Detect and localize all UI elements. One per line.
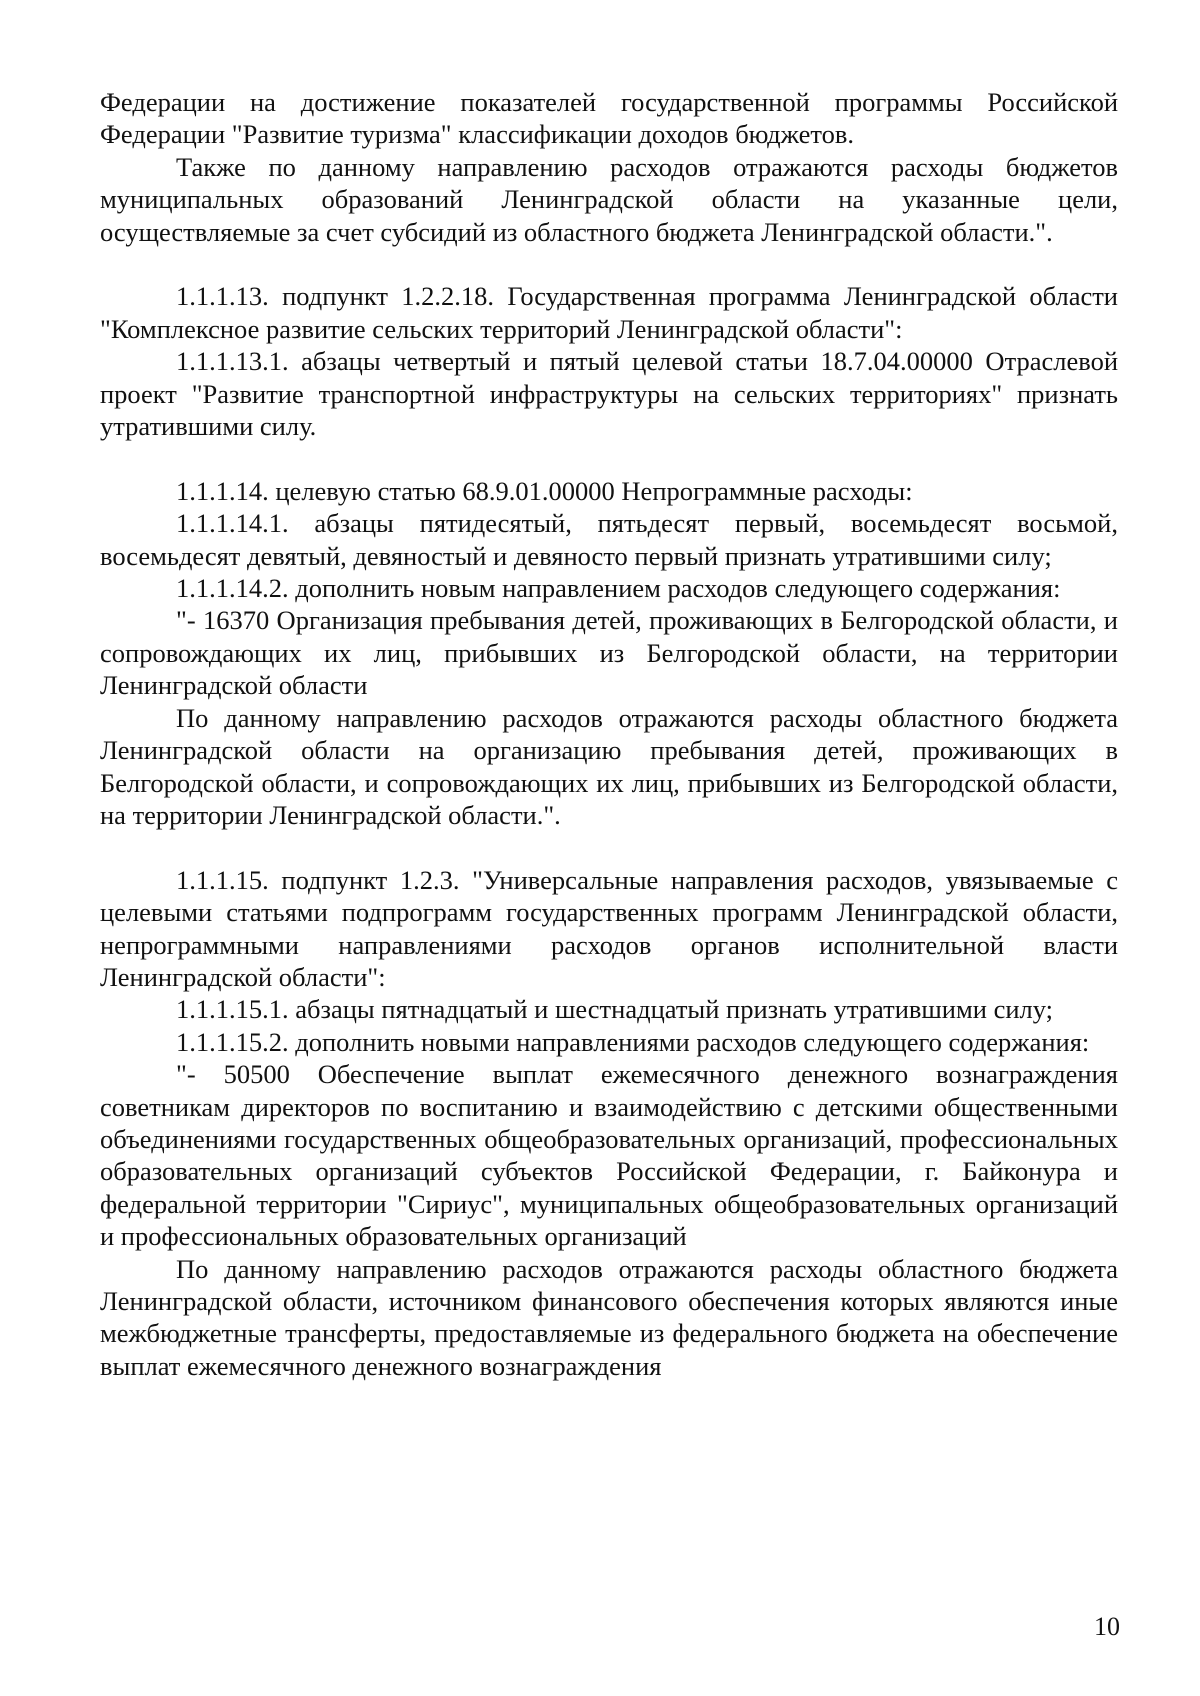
paragraph-12: 1.1.1.15.2. дополнить новыми направлениями расходов следующего содержания: (176, 1026, 1090, 1057)
paragraph-2: Также по данному направлению расходов отражаются расходы бюджетов муниципальных образований Ленинградской области на указанные цели, осуществляемые за счет субсидий из областного бюджета Ленинградской области.". (100, 151, 1118, 247)
paragraph-13: "- 50500 Обеспечение выплат ежемесячного денежного вознаграждения советникам директоров по воспитанию и взаимодействию с детскими общественными объединениями государственных общеобразовательных организаций, профессиональных образовательных организаций субъектов Российской Федерации, г. Байконура и федеральной территории "Сириус", муниципальных общеобразовательных организаций и профессиональных образовательных организаций (100, 1059, 1118, 1252)
paragraph-14: По данному направлению расходов отражаются расходы областного бюджета Ленинградской области, источником финансового обеспечения которых являются иные межбюджетные трансферты, предоставляемые из федерального бюджета на обеспечение выплат ежемесячного денежного вознаграждения (100, 1253, 1118, 1381)
paragraph-10: 1.1.1.15. подпункт 1.2.3. "Универсальные направления расходов, увязываемые с целевыми статьями подпрограмм государственных программ Ленинградской области, непрограммными направлениями расходов органов исполнительной власти Ленинградской области": (100, 864, 1118, 992)
paragraph-1: Федерации на достижение показателей государственной программы Российской Федерации "Развитие туризма" классификации доходов бюджетов. (100, 87, 1118, 150)
paragraph-5: 1.1.1.14. целевую статью 68.9.01.00000 Непрограммные расходы: (176, 475, 913, 506)
document-body (100, 86, 1118, 1382)
paragraph-11: 1.1.1.15.1. абзацы пятнадцатый и шестнадцатый признать утратившими силу; (176, 994, 1053, 1025)
page-number: 10 (1094, 1612, 1120, 1641)
paragraph-9: По данному направлению расходов отражаются расходы областного бюджета Ленинградской области на организацию пребывания детей, проживающих в Белгородской области, и сопровождающих их лиц, прибывших из Белгородской области, на территории Ленинградской области.". (100, 702, 1118, 830)
paragraph-7: 1.1.1.14.2. дополнить новым направлением расходов следующего содержания: (176, 573, 1061, 604)
paragraph-8: "- 16370 Организация пребывания детей, проживающих в Белгородской области, и сопровождающих их лиц, прибывших из Белгородской области, на территории Ленинградской области (100, 605, 1118, 701)
paragraph-3: 1.1.1.13. подпункт 1.2.2.18. Государственная программа Ленинградской области "Комплексное развитие сельских территорий Ленинградской области": (100, 281, 1118, 344)
paragraph-6: 1.1.1.14.1. абзацы пятидесятый, пятьдесят первый, восемьдесят восьмой, восемьдесят девятый, девяностый и девяносто первый признать утратившими силу; (100, 508, 1118, 571)
paragraph-4: 1.1.1.13.1. абзацы четвертый и пятый целевой статьи 18.7.04.00000 Отраслевой проект "Развитие транспортной инфраструктуры на сельских территориях" признать утратившими силу. (100, 346, 1118, 442)
